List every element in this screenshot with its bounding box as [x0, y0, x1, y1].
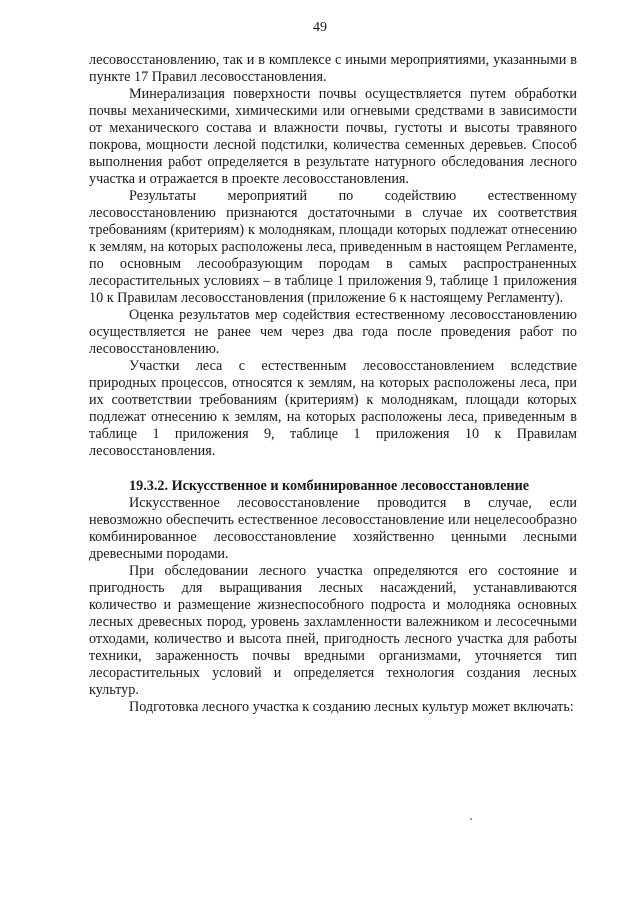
paragraph-site-survey: При обследовании лесного участка определяются его состояние и пригодность для выращивания лесных насаждений, устанавливаются количество и размещение жизнеспособного подроста и молодняка основных лесных древесных пород, уровень захламленности валежником и лесосечными отходами, количество и высота пней, пригодность лесного участка для работы техники, зараженность почвы вредными организмами, уточняется тип лесорастительных условий и определяется технология создания лесных культур.: [89, 563, 577, 698]
page-number: 49: [313, 20, 327, 35]
paragraph-results-criteria: Результаты мероприятий по содействию естественному лесовосстановлению признаются достаточными в случае их соответствия требованиям (критериям) к молоднякам, площади которых подлежат отнесению к землям, на которых расположены леса, приведенным в настоящем Регламенте, по основным лесообразующим породам в самых распространенных лесорастительных условиях – в таблице 1 приложения 9, таблице 1 приложения 10 к Правилам лесовосстановления (приложение 6 к настоящему Регламенту).: [89, 188, 577, 306]
paragraph-continuation: лесовосстановлению, так и в комплексе с иными мероприятиями, указанными в пункте 17 Правил лесовосстановления.: [89, 52, 577, 85]
paragraph-site-preparation: Подготовка лесного участка к созданию лесных культур может включать:: [129, 699, 574, 715]
paragraph-artificial-regeneration: Искусственное лесовосстановление проводится в случае, если невозможно обеспечить естественное лесовосстановление или нецелесообразно комбинированное лесовосстановление хозяйственно ценными лесными древесными породами.: [89, 495, 577, 562]
section-heading: 19.3.2. Искусственное и комбинированное лесовосстановление: [129, 478, 530, 494]
paragraph-natural-regeneration: Участки леса с естественным лесовосстановлением вследствие природных процессов, относятся к землям, на которых расположены леса, при их соответствии требованиям (критериям) к молоднякам, площади которых подлежат отнесению к землям, на которых расположены леса, приведенным в таблице 1 приложения 9, таблице 1 приложения 10 к Правилам лесовосстановления.: [89, 358, 577, 459]
paragraph-assessment: Оценка результатов мер содействия естественному лесовосстановлению осуществляется не ранее чем через два года после проведения работ по лесовосстановлению.: [89, 307, 577, 357]
page-body: [89, 52, 577, 716]
paragraph-mineralization: Минерализация поверхности почвы осуществляется путем обработки почвы механическими, химическими или огневыми средствами в зависимости от механического состава и влажности почвы, густоты и высоты травяного покрова, мощности лесной подстилки, количества семенных деревьев. Способ выполнения работ определяется в результате натурного обследования лесного участка и отражается в проекте лесовосстановления.: [89, 86, 577, 187]
scan-speck: [470, 818, 472, 820]
